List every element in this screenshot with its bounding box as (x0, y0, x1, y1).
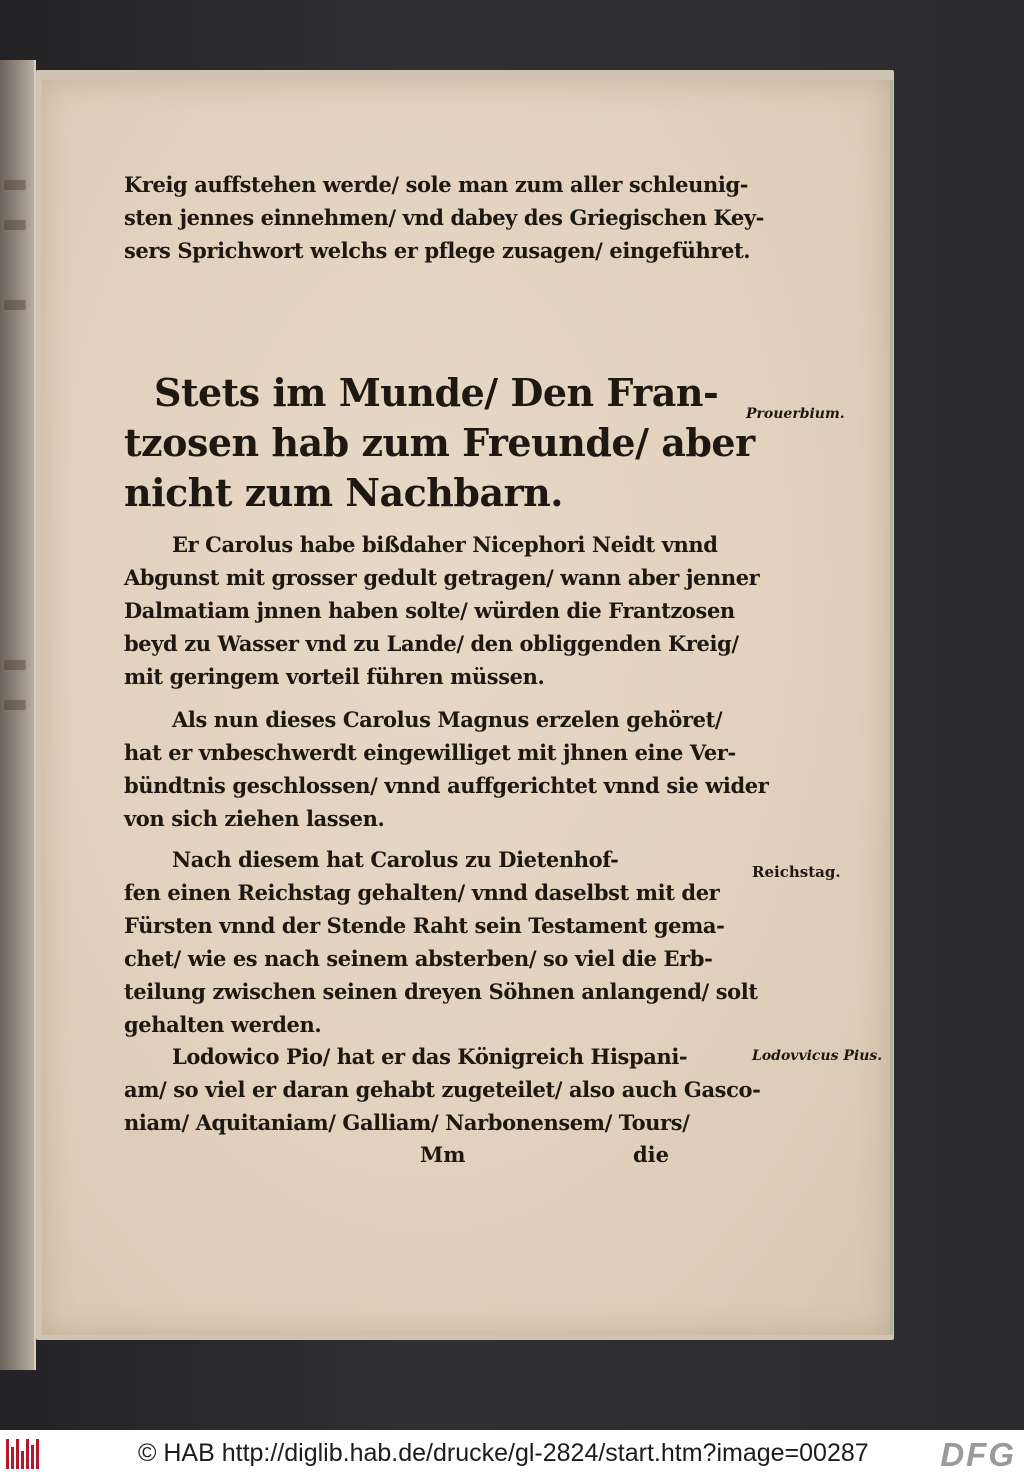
text-line: sten jennes einnehmen/ vnd dabey des Griegischen Key- (124, 205, 764, 230)
hab-logo-icon (6, 1439, 42, 1469)
text-line: Fürsten vnnd der Stende Raht sein Testament gema- (124, 913, 725, 938)
heading-line: tzosen hab zum Freunde/ aber (124, 420, 755, 465)
signature-mark: Mm (420, 1142, 466, 1167)
text-line: Er Carolus habe bißdaher Nicephori Neidt vnnd (172, 532, 718, 557)
marginal-note-reichstag: Reichstag. (752, 863, 841, 881)
text-line: teilung zwischen seinen dreyen Söhnen anlangend/ solt (124, 979, 758, 1004)
text-line: hat er vnbeschwerdt eingewilliget mit jhnen eine Ver- (124, 740, 736, 765)
text-line: Dalmatiam jnnen haben solte/ würden die Frantzosen (124, 598, 735, 623)
text-line: Als nun dieses Carolus Magnus erzelen gehöret/ (172, 707, 723, 732)
bleed-mark (4, 700, 26, 710)
text-line: bündtnis geschlossen/ vnnd auffgerichtet vnnd sie wider (124, 773, 769, 798)
text-line: gehalten werden. (124, 1012, 322, 1037)
text-line: mit geringem vorteil führen müssen. (124, 664, 545, 689)
bleed-mark (4, 300, 26, 310)
text-line: chet/ wie es nach seinem absterben/ so viel die Erb- (124, 946, 713, 971)
bleed-mark (4, 180, 26, 190)
bleed-mark (4, 660, 26, 670)
dfg-logo: DFG (940, 1436, 1016, 1473)
text-line: Kreig auffstehen werde/ sole man zum aller schleunig- (124, 172, 749, 197)
text-line: Abgunst mit grosser gedult getragen/ wann aber jenner (124, 565, 760, 590)
paragraph-5 (124, 1040, 760, 1139)
text-line: fen einen Reichstag gehalten/ vnnd daselbst mit der (124, 880, 720, 905)
footer-bar (0, 1430, 1024, 1477)
paragraph-2 (124, 528, 759, 693)
marginal-note-lodovicus: Lodovvicus Pius. (752, 1048, 883, 1064)
catchword: die (632, 1142, 669, 1167)
book-page (42, 80, 893, 1335)
heading-line: nicht zum Nachbarn. (124, 470, 563, 515)
heading-line: Stets im Munde/ Den Fran- (154, 370, 719, 415)
text-line: niam/ Aquitaniam/ Galliam/ Narbonensem/ Tours/ (124, 1110, 690, 1135)
paragraph-3 (124, 703, 768, 835)
text-line: sers Sprichwort welchs er pflege zusagen/ eingeführet. (124, 238, 751, 263)
left-page-edge (0, 60, 36, 1370)
text-line: am/ so viel er daran gehabt zugeteilet/ also auch Gasco- (124, 1077, 761, 1102)
text-line: beyd zu Wasser vnd zu Lande/ den obliggenden Kreig/ (124, 631, 739, 656)
text-line: Nach diesem hat Carolus zu Dietenhof- (172, 847, 619, 872)
text-line: Lodowico Pio/ hat er das Königreich Hispani- (172, 1044, 688, 1069)
text-line: von sich ziehen lassen. (124, 806, 385, 831)
bleed-mark (4, 220, 26, 230)
marginal-note-proverbium: Prouerbium. (746, 406, 845, 422)
proverb-heading (124, 368, 755, 518)
paragraph-1 (124, 168, 764, 267)
copyright-link[interactable]: © HAB http://diglib.hab.de/drucke/gl-2824/start.htm?image=00287 (138, 1439, 869, 1467)
paragraph-4 (124, 843, 758, 1041)
